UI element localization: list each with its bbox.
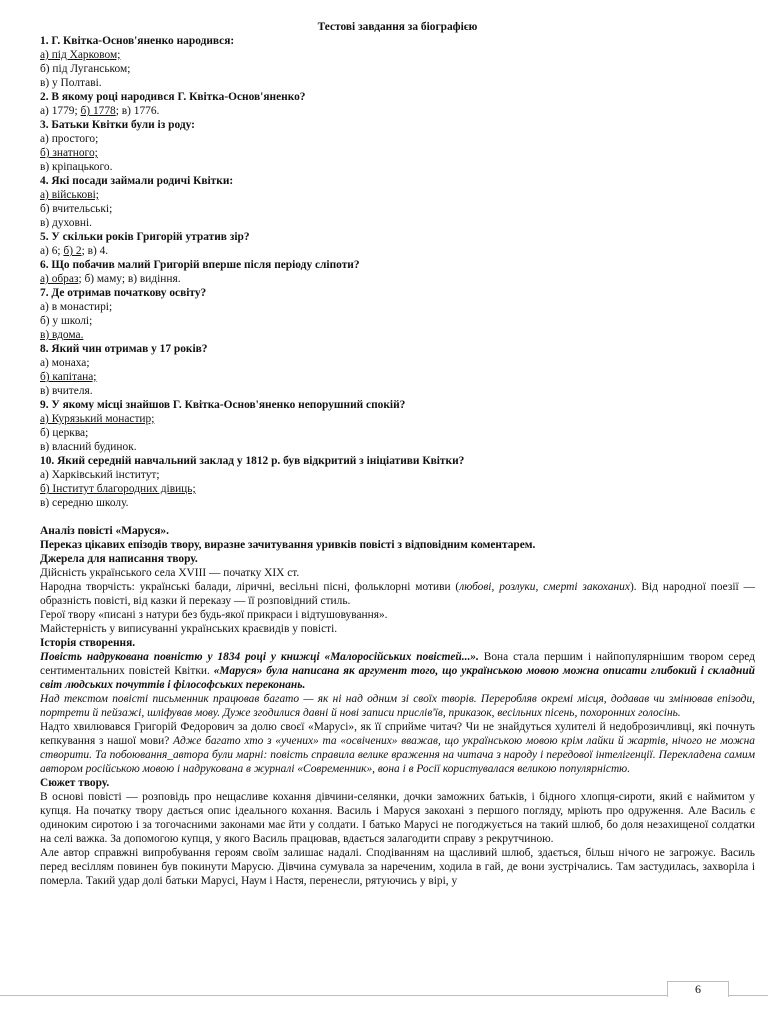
- section-heading: Джерела для написання твору.: [40, 553, 198, 565]
- paragraph: Народна творчість: українські балади, ліричні, весільні пісні, фольклорні мотиви (любові, розлуки, смерті закоханих). Від народної поезії — образність повісті, від казки й переказу — її розповідний стиль.: [40, 581, 755, 607]
- answer-option: б) під Луганськом;: [40, 63, 131, 75]
- answer-option: а) Курязький монастир;: [40, 413, 155, 425]
- answer-option: в) вчителя.: [40, 385, 93, 397]
- answer-option: в) власний будинок.: [40, 441, 137, 453]
- answer-options-inline: а) 6; б) 2; в) 4.: [40, 245, 109, 257]
- paragraph: Над текстом повісті письменник працював багато — як ні над одним зі своїх творів. Переробляв окремі місця, додавав чи змінював епізоди, портрети й пейзажі, шліфував мову. Дуже згодилися давні й нові записи прислів'їв, приказок, весільних пісень, похоронних голосінь.: [40, 693, 755, 719]
- question-3: 3. Батьки Квітки були із роду:: [40, 119, 195, 131]
- paragraph: Майстерність у виписуванні українських краєвидів у повісті.: [40, 623, 338, 635]
- answer-option: в) кріпацького.: [40, 161, 113, 173]
- answer-option: б) Інститут благородних дівиць;: [40, 483, 196, 495]
- page-number: 6: [667, 981, 729, 997]
- answer-option: в) у Полтаві.: [40, 77, 102, 89]
- question-6: 6. Що побачив малий Григорій вперше після періоду сліпоти?: [40, 259, 360, 271]
- answer-options-inline: а) образ; б) маму; в) видіння.: [40, 273, 181, 285]
- question-9: 9. У якому місці знайшов Г. Квітка-Основ'яненко непорушний спокій?: [40, 399, 406, 411]
- answer-option: б) церква;: [40, 427, 89, 439]
- answer-option: в) середню школу.: [40, 497, 129, 509]
- question-10: 10. Який середній навчальний заклад у 1812 р. був відкритий з ініціативи Квітки?: [40, 455, 465, 467]
- paragraph: Герої твору «писані з натури без будь-якої прикраси і відтушовування».: [40, 609, 388, 621]
- section-heading: Переказ цікавих епізодів твору, виразне зачитування уривків повісті з відповідним коментарем.: [40, 539, 536, 551]
- question-7: 7. Де отримав початкову освіту?: [40, 287, 207, 299]
- document-page: [40, 20, 755, 888]
- answer-option: а) Харківський інститут;: [40, 469, 160, 481]
- paragraph: Але автор справжні випробування героям своїм залишає надалі. Сподіванням на щасливий шлюб, здається, більш нічого не загрожує. Василь перед весіллям повинен був покинути Марусю. Дівчина сумувала за нареченим, ходила в гай, де вони зустрічались. Там застудилась, захворіла і померла. Такий удар долі батьки Марусі, Наум і Настя, перенесли, рятуючись у вірі, у: [40, 847, 755, 887]
- question-2: 2. В якому році народився Г. Квітка-Основ'яненко?: [40, 91, 306, 103]
- answer-options-inline: а) 1779; б) 1778; в) 1776.: [40, 105, 160, 117]
- question-4: 4. Які посади займали родичі Квітки:: [40, 175, 234, 187]
- paragraph: В основі повісті — розповідь про нещасливе кохання дівчини-селянки, дочки заможних батьків, і бідного хлопця-сироти, який є наймитом у купця. На початку твору дається опис ідеального кохання. Василь і Маруся закохані з першого погляду, мріють про одруження. Але Василь є одиноким сиротою і за тогочасними законами має йти у солдати. І батько Марусі не погоджується на такий шлюб, бо доля незахищеної солдатки на селі важка. За допомогою купця, у якого Василь працював, вдається залагодити справу з рекрутчиною.: [40, 791, 755, 845]
- answer-option: б) у школі;: [40, 315, 93, 327]
- question-1: 1. Г. Квітка-Основ'яненко народився:: [40, 35, 235, 47]
- footer-divider: [0, 995, 768, 996]
- paragraph: Дійсність українського села XVIII — початку XIX ст.: [40, 567, 300, 579]
- section-heading: Сюжет твору.: [40, 777, 110, 789]
- answer-option: в) духовні.: [40, 217, 92, 229]
- section-heading: Історія створення.: [40, 637, 136, 649]
- answer-option: б) капітана;: [40, 371, 97, 383]
- paragraph: Надто хвилювався Григорій Федорович за долю своєї «Марусі», як її сприйме читач? Чи не знайдуться хулителі й недоброзичливці, які почнуть кепкування з нашої мови? Адже багато хто з «учених» та «освічених» вважав, що українською мовою крім лайки й жартів, нічого не можна створити. Та побоювання_автора були марні: повість справила велике враження на читача з народу і передової інтелігенції. Перекладена самим автором російською мовою і надрукована в журналі «Современник», вона і в Росії користувалася великою популярністю.: [40, 721, 755, 775]
- answer-option: б) знатного;: [40, 147, 98, 159]
- answer-option: а) монаха;: [40, 357, 90, 369]
- answer-option: в) вдома.: [40, 329, 84, 341]
- answer-option: а) під Харковом;: [40, 49, 121, 61]
- page-title: Тестові завдання за біографією: [317, 21, 478, 33]
- question-5: 5. У скільки років Григорій утратив зір?: [40, 231, 250, 243]
- question-8: 8. Який чин отримав у 17 років?: [40, 343, 208, 355]
- answer-option: б) вчительські;: [40, 203, 113, 215]
- answer-option: а) військові;: [40, 189, 99, 201]
- section-heading: Аналіз повісті «Маруся».: [40, 525, 169, 537]
- answer-option: а) простого;: [40, 133, 99, 145]
- answer-option: а) в монастирі;: [40, 301, 113, 313]
- paragraph: Повість надрукована повністю у 1834 році у книжці «Малоросійських повістей...». Вона стала першим і найпопулярнішим твором серед сентиментальних повістей Квітки. «Маруся» була написана як аргумент того, що українською мовою можна описати глибокий і складний світ людських почуттів і філософських переконань.: [40, 651, 755, 691]
